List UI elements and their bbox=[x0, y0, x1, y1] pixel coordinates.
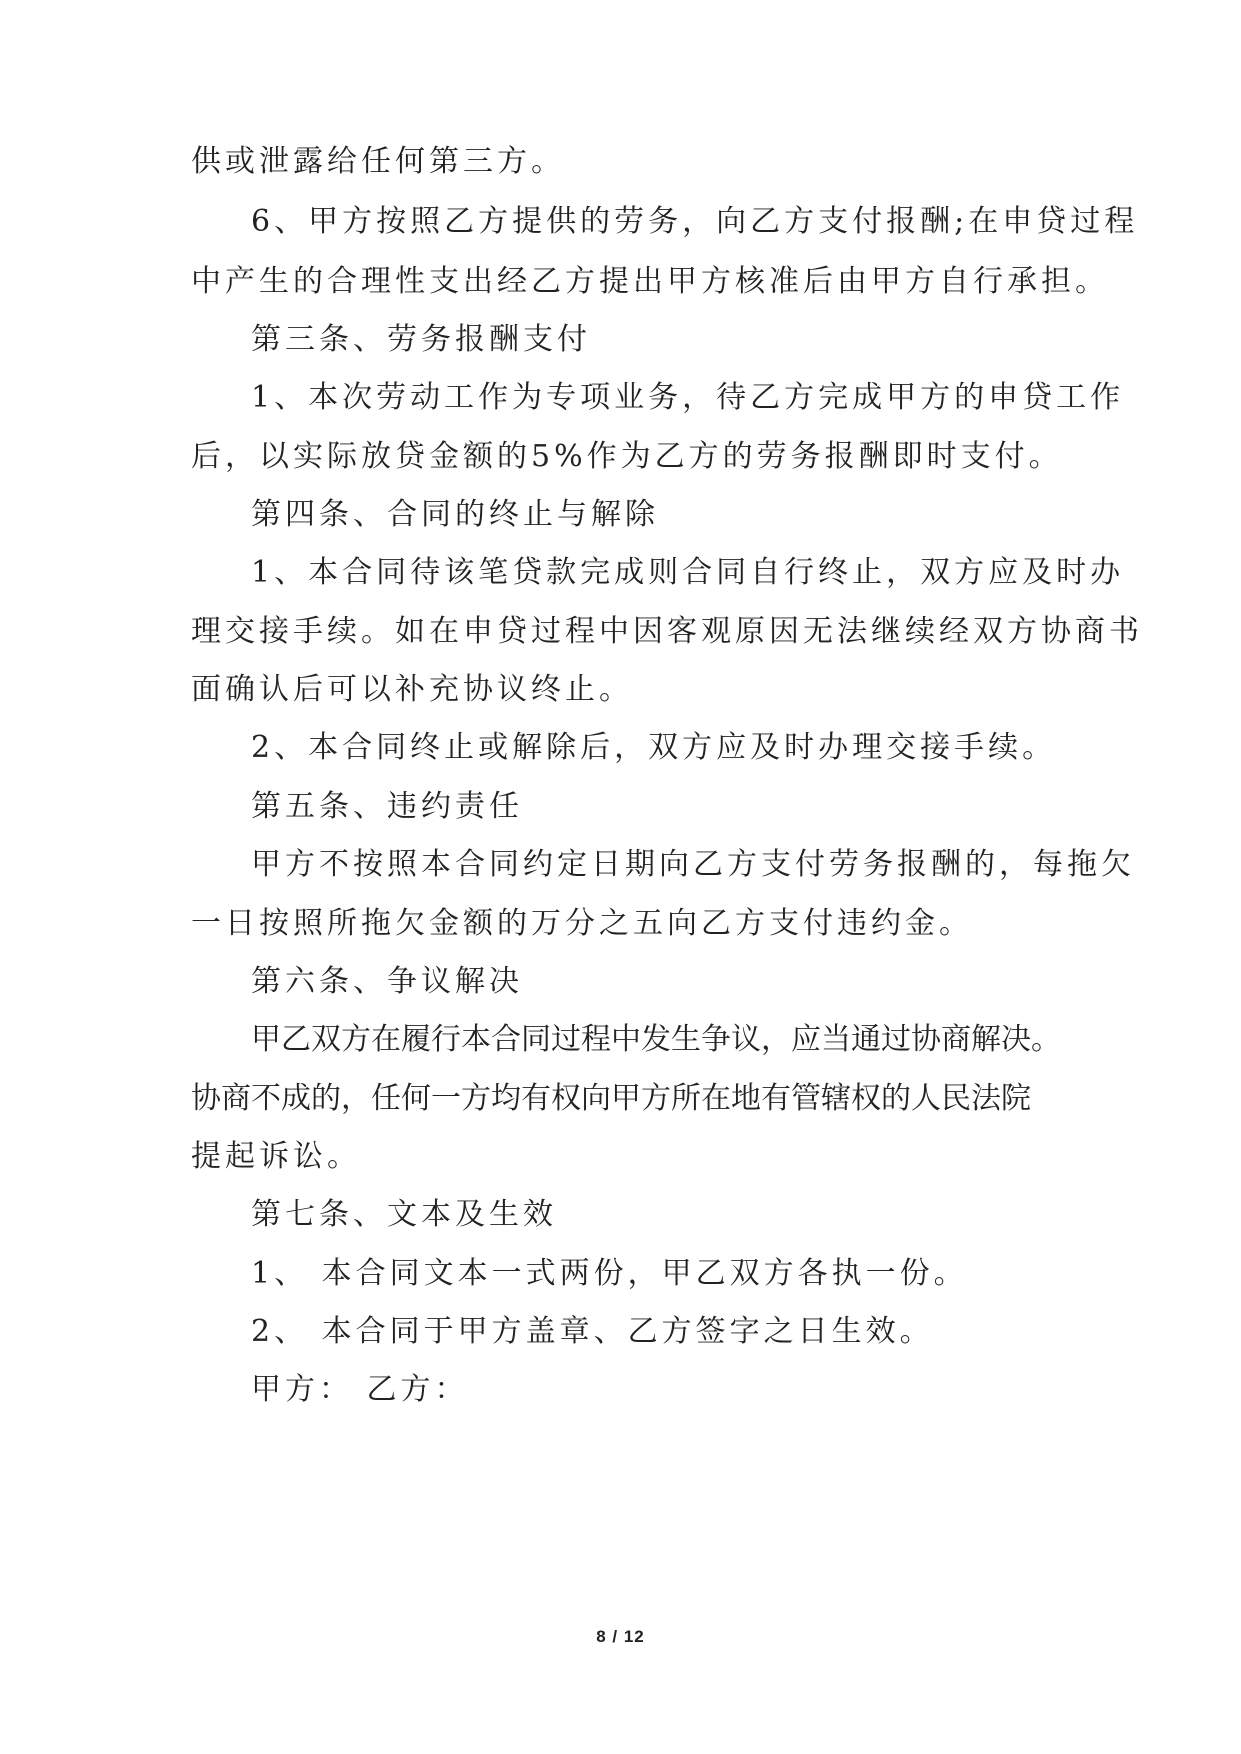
text-line: 协商不成的，任何一方均有权向甲方所在地有管辖权的人民法院 bbox=[191, 1081, 1031, 1116]
text-line: 一日按照所拖欠金额的万分之五向乙方支付违约金。 bbox=[191, 906, 973, 941]
section-heading: 第六条、争议解决 bbox=[251, 964, 523, 999]
section-heading: 第三条、劳务报酬支付 bbox=[251, 322, 591, 357]
text-line: 中产生的合理性支出经乙方提出甲方核准后由甲方自行承担。 bbox=[191, 264, 1109, 299]
text-line: 1、本次劳动工作为专项业务，待乙方完成甲方的申贷工作 bbox=[251, 380, 1125, 415]
text-line: 2、本合同终止或解除后，双方应及时办理交接手续。 bbox=[251, 730, 1057, 765]
signature-line: 甲方： 乙方： bbox=[251, 1372, 469, 1407]
section-heading: 第七条、文本及生效 bbox=[251, 1197, 557, 1232]
text-line: 甲乙双方在履行本合同过程中发生争议，应当通过协商解决。 bbox=[251, 1022, 1061, 1057]
text-line: 1、本合同待该笔贷款完成则合同自行终止，双方应及时办 bbox=[251, 555, 1125, 590]
section-heading: 第五条、违约责任 bbox=[251, 789, 523, 824]
text-line: 提起诉讼。 bbox=[191, 1139, 361, 1174]
text-line: 2、 本合同于甲方盖章、乙方签字之日生效。 bbox=[251, 1314, 934, 1349]
text-line: 理交接手续。如在申贷过程中因客观原因无法继续经双方协商书 bbox=[191, 614, 1143, 649]
text-line: 供或泄露给任何第三方。 bbox=[191, 144, 565, 179]
page-number: 8 / 12 bbox=[596, 1627, 645, 1646]
text-line: 1、 本合同文本一式两份，甲乙双方各执一份。 bbox=[251, 1256, 968, 1291]
section-heading: 第四条、合同的终止与解除 bbox=[251, 497, 659, 532]
text-line: 后，以实际放贷金额的5%作为乙方的劳务报酬即时支付。 bbox=[191, 439, 1063, 474]
text-line: 面确认后可以补充协议终止。 bbox=[191, 672, 633, 707]
text-line: 6、甲方按照乙方提供的劳务，向乙方支付报酬;在申贷过程 bbox=[251, 204, 1139, 239]
text-line: 甲方不按照本合同约定日期向乙方支付劳务报酬的，每拖欠 bbox=[251, 847, 1135, 882]
